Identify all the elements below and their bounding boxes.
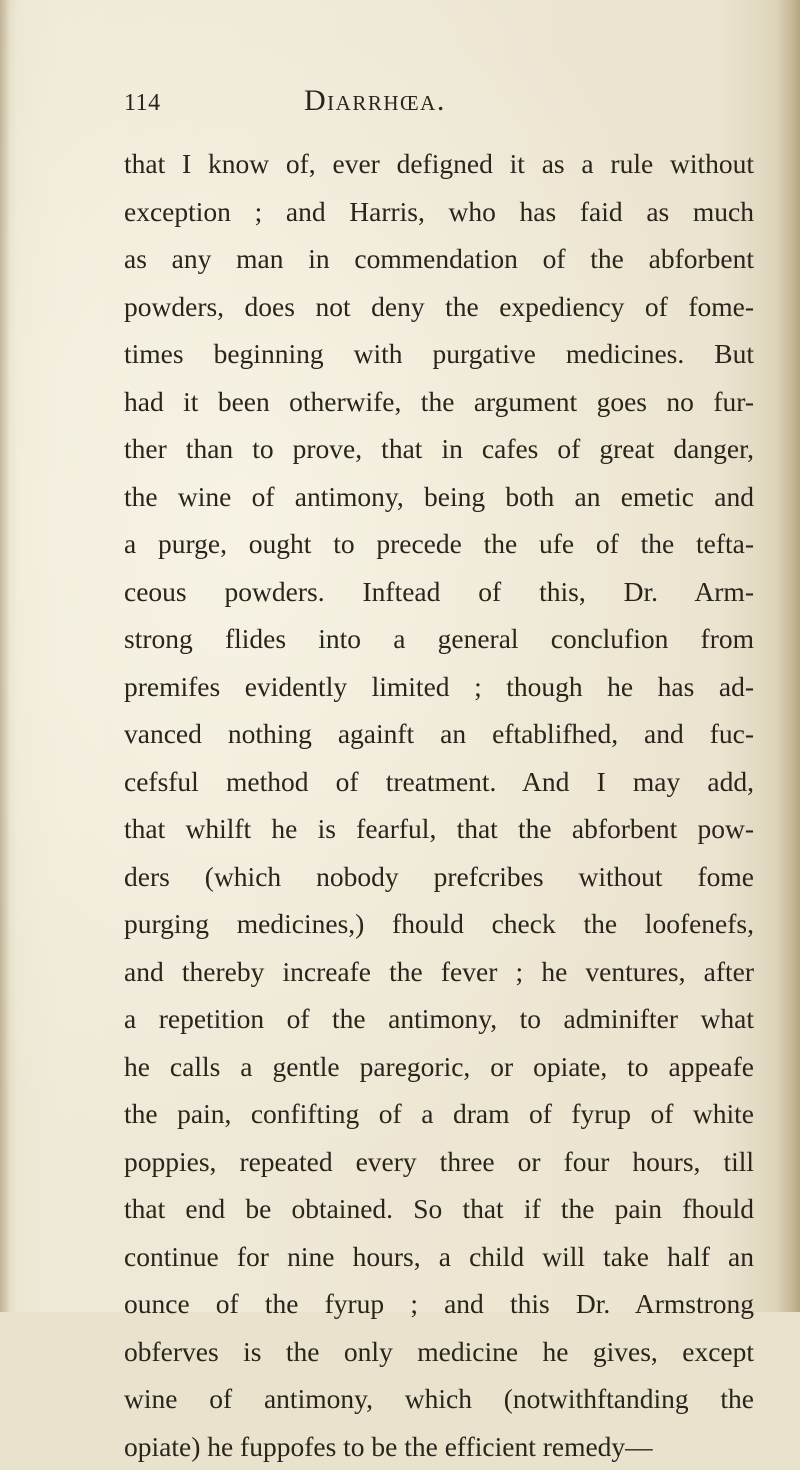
text-line: ceous powders. Inftead of this, Dr. Arm-	[124, 568, 754, 616]
text-line: opiate) he fuppofes to be the efficient remedy—	[124, 1423, 754, 1470]
text-line: ther than to prove, that in cafes of great danger,	[124, 425, 754, 473]
text-line: the pain, confifting of a dram of fyrup of white	[124, 1090, 754, 1138]
page-gutter-shadow	[0, 0, 10, 1312]
text-line: that end be obtained. So that if the pain fhould	[124, 1185, 754, 1233]
text-line: vanced nothing againft an eftablifhed, and fuc-	[124, 710, 754, 758]
text-line: purging medicines,) fhould check the loofenefs,	[124, 900, 754, 948]
text-line: obferves is the only medicine he gives, except	[124, 1328, 754, 1376]
text-line: ounce of the fyrup ; and this Dr. Armstrong	[124, 1280, 754, 1328]
text-line: a purge, ought to precede the ufe of the tefta-	[124, 520, 754, 568]
text-line: that whilft he is fearful, that the abforbent pow-	[124, 805, 754, 853]
text-line: a repetition of the antimony, to adminifter what	[124, 995, 754, 1043]
text-line: continue for nine hours, a child will take half an	[124, 1233, 754, 1281]
text-line: that I know of, ever defigned it as a rule without	[124, 140, 754, 188]
text-line: exception ; and Harris, who has faid as much	[124, 188, 754, 236]
text-line: had it been otherwife, the argument goes no fur-	[124, 378, 754, 426]
text-line: cefsful method of treatment. And I may add,	[124, 758, 754, 806]
text-line: as any man in commendation of the abforbent	[124, 235, 754, 283]
text-line: ders (which nobody prefcribes without fome	[124, 853, 754, 901]
page-number: 114	[124, 90, 161, 117]
text-line: times beginning with purgative medicines. But	[124, 330, 754, 378]
text-line: powders, does not deny the expediency of fome-	[124, 283, 754, 331]
text-line: premifes evidently limited ; though he has ad-	[124, 663, 754, 711]
text-line: poppies, repeated every three or four hours, till	[124, 1138, 754, 1186]
page-edge-shadow	[778, 0, 800, 1312]
text-line: strong flides into a general conclufion from	[124, 615, 754, 663]
running-head: Diarrhœa.	[304, 84, 446, 118]
body-text	[124, 140, 754, 1470]
text-line: he calls a gentle paregoric, or opiate, to appeafe	[124, 1043, 754, 1091]
text-line: the wine of antimony, being both an emetic and	[124, 473, 754, 521]
text-line: wine of antimony, which (notwithftanding the	[124, 1375, 754, 1423]
text-line: and thereby increafe the fever ; he ventures, after	[124, 948, 754, 996]
page-header	[124, 84, 724, 124]
